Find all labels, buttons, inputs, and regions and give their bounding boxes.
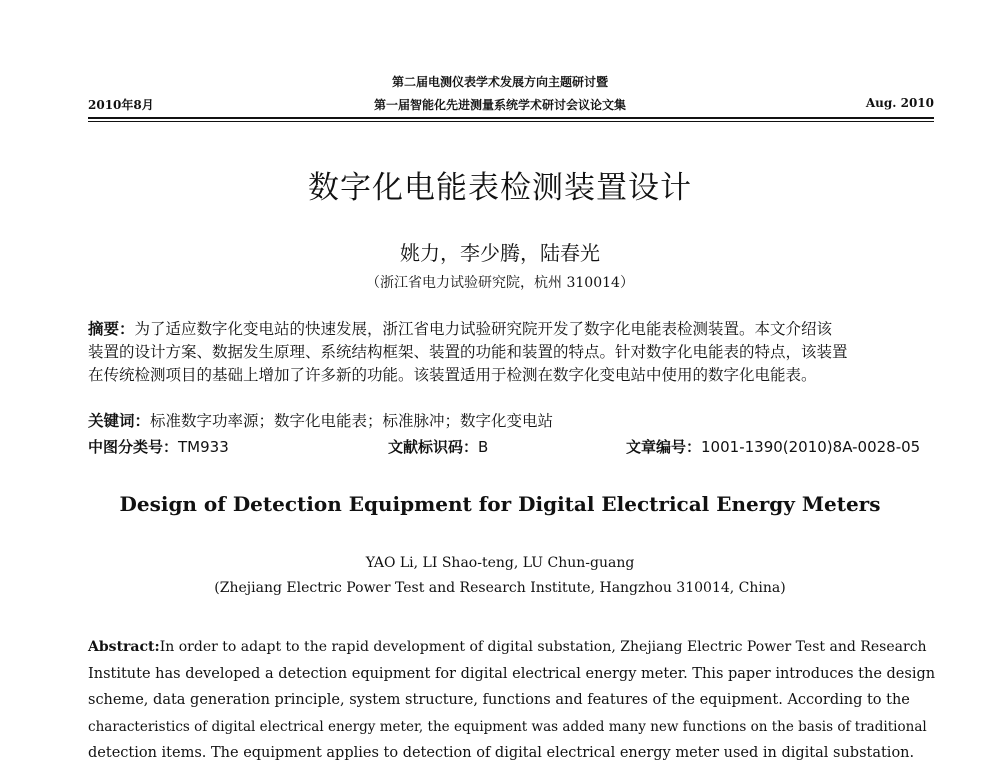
en-abstract-text: In order to adapt to the rapid development of digital substation, Zhejiang Electric Power Test and Research [159, 639, 927, 655]
header-date-cn: 2010年8月 [88, 98, 154, 112]
en-authors: YAO Li, LI Shao-teng, LU Chun-guang [365, 555, 635, 571]
en-affiliation: (Zhejiang Electric Power Test and Research Institute, Hangzhou 310014, China) [214, 580, 786, 596]
cn-title: 数字化电能表检测装置设计 [308, 170, 692, 206]
en-abstract-line: scheme, data generation principle, system structure, functions and features of the equipment. According to the [88, 692, 910, 708]
cn-abstract-line: 装置的设计方案、数据发生原理、系统结构框架、装置的功能和装置的特点。针对数字化电能表的特点，该装置 [88, 343, 848, 361]
cn-clc-label: 中图分类号： [88, 438, 179, 456]
en-abstract-label: Abstract: [88, 639, 160, 655]
en-abstract [88, 634, 936, 767]
cn-doc-code-label: 文献标识码： [388, 438, 479, 456]
header-journal-line2: 第一届智能化先进测量系统学术研讨会议论文集 [373, 98, 626, 112]
cn-keywords-text: 标准数字功率源；数字化电能表；标准脉冲；数字化变电站 [150, 412, 554, 430]
en-abstract-line [88, 634, 936, 661]
header-journal-line1: 第二届电测仪表学术发展方向主题研讨暨 [391, 75, 608, 89]
en-title: Design of Detection Equipment for Digital Electrical Energy Meters [119, 492, 881, 516]
cn-abstract-line [88, 318, 938, 341]
cn-doc-code-value: B [478, 438, 489, 456]
cn-clc [88, 436, 229, 457]
cn-abstract [88, 318, 938, 387]
cn-authors: 姚力，李少腾，陆春光 [400, 241, 600, 265]
header-rule-thin [88, 121, 934, 122]
cn-clc-value: TM933 [178, 438, 229, 456]
cn-affiliation: （浙江省电力试验研究院，杭州 310014） [366, 275, 634, 291]
cn-doc-code [388, 436, 488, 457]
cn-article-no-label: 文章编号： [626, 438, 702, 456]
cn-abstract-line: 在传统检测项目的基础上增加了许多新的功能。该装置适用于检测在数字化变电站中使用的数字化电能表。 [88, 366, 817, 384]
cn-abstract-label: 摘要： [88, 320, 135, 338]
cn-keywords-label: 关键词： [88, 412, 151, 430]
en-abstract-line: characteristics of digital electrical energy meter, the equipment was added many new functions on the basis of traditional [88, 718, 927, 735]
cn-abstract-text: 为了适应数字化变电站的快速发展，浙江省电力试验研究院开发了数字化电能表检测装置。本文介绍该 [134, 320, 833, 338]
en-abstract-line: detection items. The equipment applies to detection of digital electrical energy meter used in digital substation. [88, 745, 915, 761]
header-date-en: Aug. 2010 [865, 96, 934, 110]
en-abstract-line: Institute has developed a detection equipment for digital electrical energy meter. This paper introduces the design [88, 665, 936, 682]
cn-keywords [88, 410, 938, 433]
cn-article-no [626, 436, 920, 457]
cn-article-no-value: 1001-1390(2010)8A-0028-05 [701, 438, 921, 456]
header-rule-thick [88, 117, 934, 119]
